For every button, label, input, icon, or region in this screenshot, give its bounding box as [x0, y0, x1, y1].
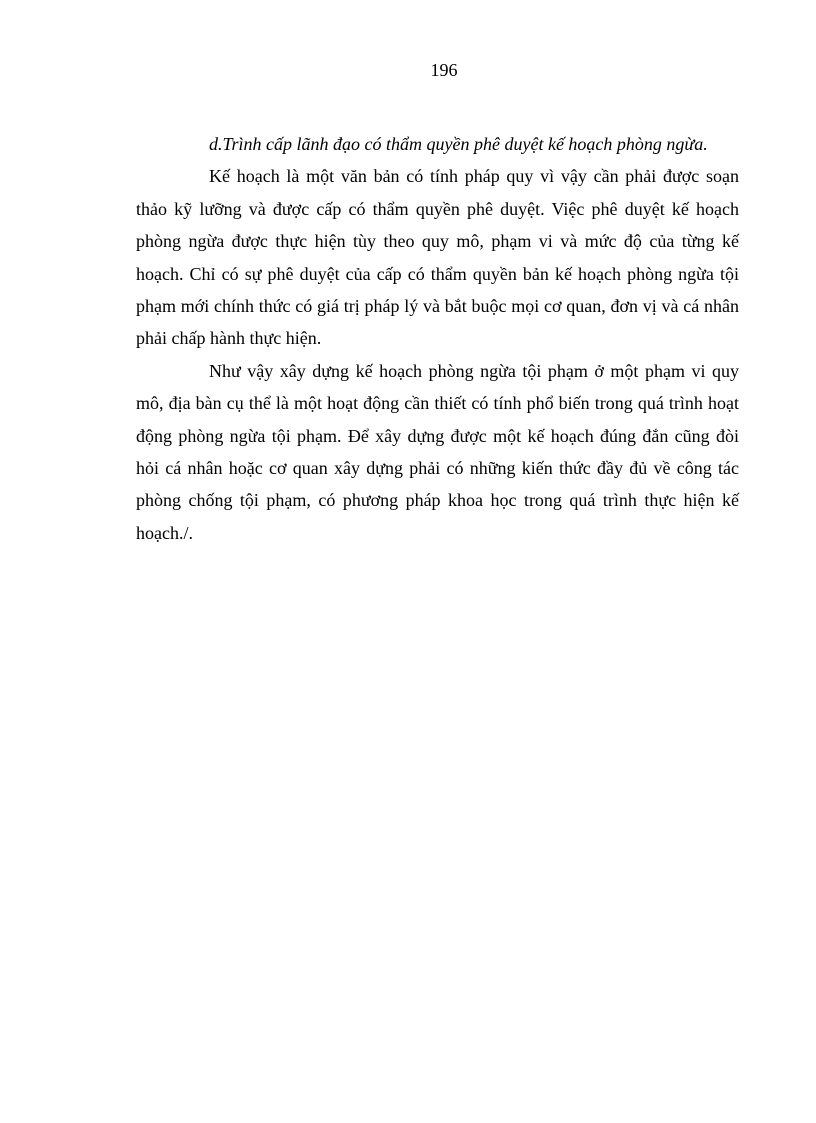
page-number: 196 [430, 60, 458, 80]
document-body [136, 128, 739, 549]
section-heading: d.Trình cấp lãnh đạo có thẩm quyền phê duyệt kế hoạch phòng ngừa. [209, 134, 708, 154]
paragraph-conclusion: Như vậy xây dựng kế hoạch phòng ngừa tội phạm ở một phạm vi quy mô, địa bàn cụ thể là một hoạt động cần thiết có tính phổ biến trong quá trình hoạt động phòng ngừa tội phạm. Để xây dựng được một kế hoạch đúng đắn cũng đòi hỏi cá nhân hoặc cơ quan xây dựng phải có những kiến thức đầy đủ về công tác phòng chống tội phạm, có phương pháp khoa học trong quá trình thực hiện kế hoạch./. [136, 360, 739, 543]
paragraph-approval: Kế hoạch là một văn bản có tính pháp quy vì vậy cần phải được soạn thảo kỹ lưỡng và được cấp có thẩm quyền phê duyệt. Việc phê duyệt kế hoạch phòng ngừa được thực hiện tùy theo quy mô, phạm vi và mức độ của từng kế hoạch. Chỉ có sự phê duyệt của cấp có thẩm quyền bản kế hoạch phòng ngừa tội phạm mới chính thức có giá trị pháp lý và bắt buộc mọi cơ quan, đơn vị và cá nhân phải chấp hành thực hiện. [136, 166, 739, 349]
